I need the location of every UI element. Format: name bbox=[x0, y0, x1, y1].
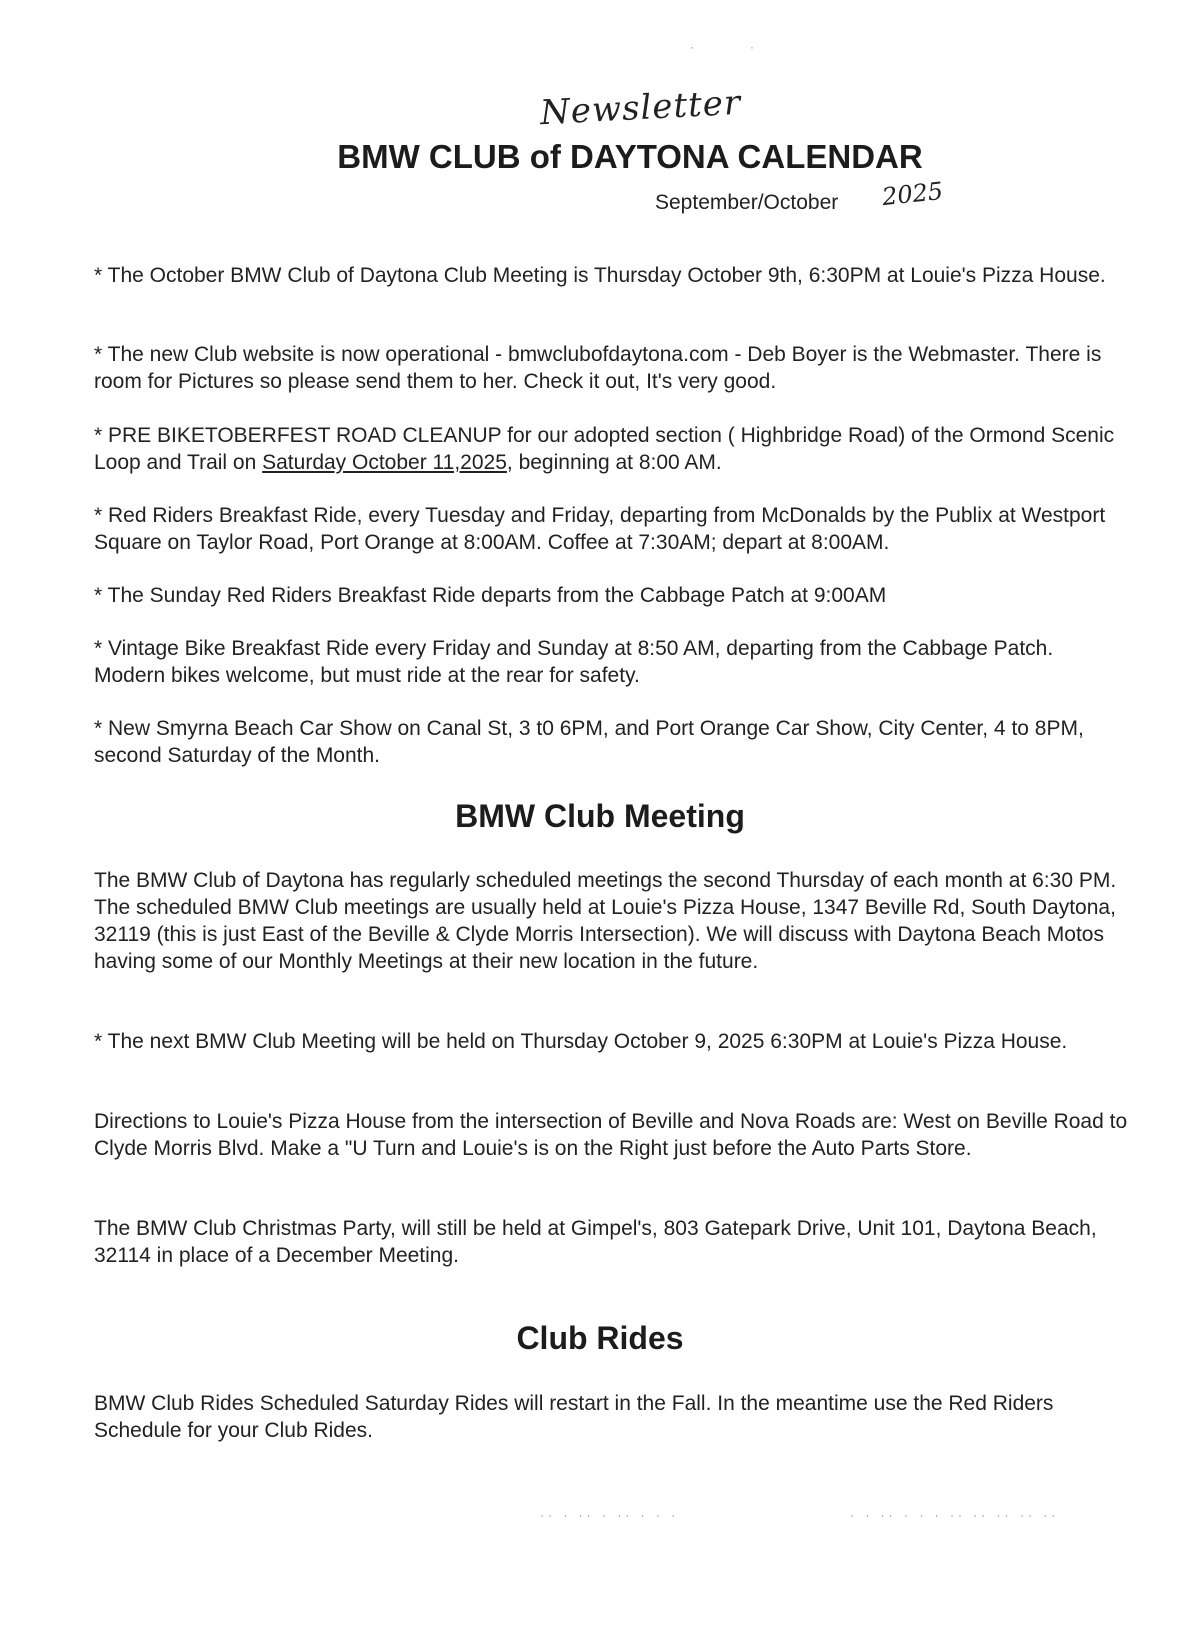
scan-speck: · bbox=[690, 40, 698, 54]
rides-heading: Club Rides bbox=[516, 1320, 684, 1356]
scan-speck: · · ·· · · · ·· ·· ·· ·· ·· bbox=[850, 1508, 1060, 1522]
calendar-item bbox=[94, 422, 1129, 476]
scan-speck: · bbox=[750, 40, 758, 54]
calendar-item: * The October BMW Club of Daytona Club Meeting is Thursday October 9th, 6:30PM at Louie's Pizza House. bbox=[94, 264, 1106, 287]
handwritten-year: 2025 bbox=[880, 176, 945, 212]
meeting-paragraph: * The next BMW Club Meeting will be held on Thursday October 9, 2025 6:30PM at Louie's Pizza House. bbox=[94, 1030, 1068, 1053]
meeting-paragraph: The BMW Club of Daytona has regularly scheduled meetings the second Thursday of each month at 6:30 PM. The scheduled BMW Club meetings are usually held at Louie's Pizza House, 1347 Beville Rd, South Daytona, 32119 (this is just East of the Beville & Clyde Morris Intersection). We will discuss with Daytona Beach Motos having some of our Monthly Meetings at their new location in the future. bbox=[94, 869, 1117, 973]
calendar-item: * The new Club website is now operational - bmwclubofdaytona.com - Deb Boyer is the Webmaster. There is room for Pictures so please send them to her. Check it out, It's very good. bbox=[94, 343, 1102, 393]
calendar-item: * The Sunday Red Riders Breakfast Ride departs from the Cabbage Patch at 9:00AM bbox=[94, 584, 887, 607]
page-subtitle: September/October bbox=[655, 191, 839, 214]
meeting-paragraph: The BMW Club Christmas Party, will still be held at Gimpel's, 803 Gatepark Drive, Unit 101, Daytona Beach, 32114 in place of a December Meeting. bbox=[94, 1217, 1097, 1267]
page-title: BMW CLUB of DAYTONA CALENDAR bbox=[337, 138, 923, 175]
handwritten-newsletter-label: Newsletter bbox=[539, 82, 743, 134]
calendar-item-text: , beginning at 8:00 AM. bbox=[506, 451, 722, 474]
calendar-item-text: * PRE BIKETOBERFEST ROAD CLEANUP for our adopted section ( Highbridge Road) of the Ormond Scenic Loop and Trail on bbox=[94, 424, 1115, 474]
cleanup-date: Saturday October 11,2025 bbox=[262, 451, 507, 474]
calendar-item: * Red Riders Breakfast Ride, every Tuesday and Friday, departing from McDonalds by the Publix at Westport Square on Taylor Road, Port Orange at 8:00AM. Coffee at 7:30AM; depart at 8:00AM. bbox=[94, 504, 1106, 554]
scan-speck: ·· · ·· · ·· · · · bbox=[540, 1508, 680, 1522]
meeting-paragraph: Directions to Louie's Pizza House from the intersection of Beville and Nova Roads are: West on Beville Road to Clyde Morris Blvd. Make a "U Turn and Louie's is on the Right just before the Auto Parts Store. bbox=[94, 1110, 1128, 1160]
calendar-item: * New Smyrna Beach Car Show on Canal St, 3 t0 6PM, and Port Orange Car Show, City Center, 4 to 8PM, second Saturday of the Month. bbox=[94, 717, 1084, 767]
calendar-item: * Vintage Bike Breakfast Ride every Friday and Sunday at 8:50 AM, departing from the Cabbage Patch. Modern bikes welcome, but must ride at the rear for safety. bbox=[94, 637, 1054, 687]
rides-paragraph: BMW Club Rides Scheduled Saturday Rides will restart in the Fall. In the meantime use the Red Riders Schedule for your Club Rides. bbox=[94, 1392, 1054, 1442]
meeting-heading: BMW Club Meeting bbox=[455, 798, 745, 834]
